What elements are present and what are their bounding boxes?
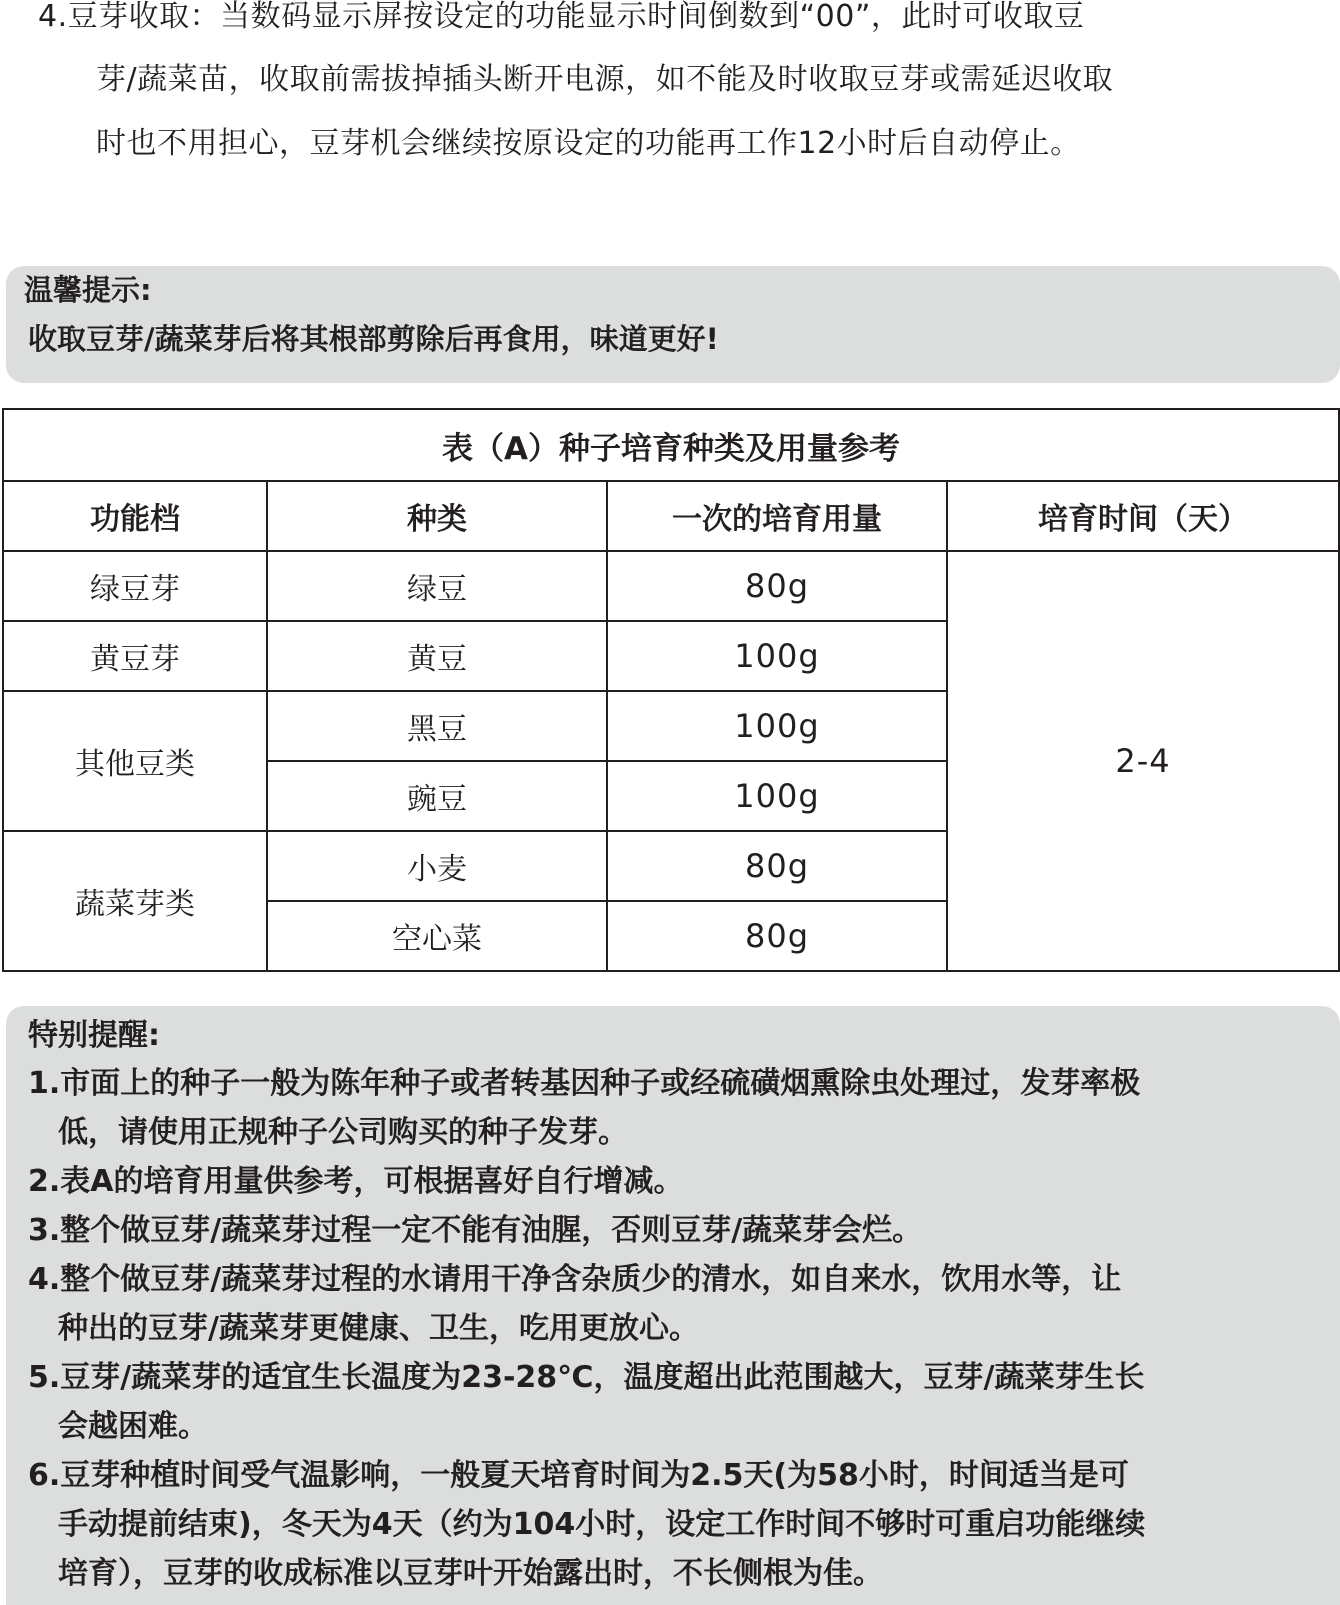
reminder-line: 会越困难。 (58, 1409, 208, 1444)
seed-table (2, 408, 1340, 972)
amount-cell: 80g (607, 901, 947, 971)
header-mode: 功能档 (3, 481, 267, 551)
warm-tip-box (6, 266, 1340, 383)
special-reminder-box (6, 1006, 1340, 1605)
reminder-line: 手动提前结束)，冬天为4天（约为104小时，设定工作时间不够时可重启功能继续 (58, 1507, 1146, 1542)
reminder-line: 培育），豆芽的收成标准以豆芽叶开始露出时，不长侧根为佳。 (58, 1556, 883, 1591)
table-caption: 表（A）种子培育种类及用量参考 (3, 409, 1339, 481)
instruction-line: 芽/蔬菜苗，收取前需拔掉插头断开电源，如不能及时收取豆芽或需延迟收取 (96, 62, 1114, 97)
days-cell: 2-4 (947, 551, 1339, 971)
kind-cell: 黑豆 (267, 691, 607, 761)
amount-cell: 100g (607, 761, 947, 831)
kind-cell: 豌豆 (267, 761, 607, 831)
reminder-line: 1.市面上的种子一般为陈年种子或者转基因种子或经硫磺烟熏除虫处理过，发芽率极 (28, 1066, 1141, 1101)
reminder-line: 2.表A的培育用量供参考，可根据喜好自行增减。 (28, 1164, 684, 1199)
header-days: 培育时间（天） (947, 481, 1339, 551)
table-header-row (3, 481, 1339, 551)
header-kind: 种类 (267, 481, 607, 551)
reminder-line: 3.整个做豆芽/蔬菜芽过程一定不能有油腥，否则豆芽/蔬菜芽会烂。 (28, 1213, 923, 1248)
mode-cell: 绿豆芽 (3, 551, 267, 621)
warm-tip-title: 温馨提示: (24, 273, 152, 307)
instruction-line: 时也不用担心，豆芽机会继续按原设定的功能再工作12小时后自动停止。 (96, 126, 1081, 161)
reminder-line: 低，请使用正规种子公司购买的种子发芽。 (58, 1115, 628, 1150)
instruction-line: 4.豆芽收取：当数码显示屏按设定的功能显示时间倒数到“00”，此时可收取豆 (38, 0, 1085, 34)
amount-cell: 100g (607, 691, 947, 761)
mode-cell: 其他豆类 (3, 691, 267, 831)
kind-cell: 小麦 (267, 831, 607, 901)
kind-cell: 空心菜 (267, 901, 607, 971)
reminder-line: 种出的豆芽/蔬菜芽更健康、卫生，吃用更放心。 (58, 1311, 699, 1346)
kind-cell: 绿豆 (267, 551, 607, 621)
header-amount: 一次的培育用量 (607, 481, 947, 551)
reminder-line: 6.豆芽种植时间受气温影响，一般夏天培育时间为2.5天(为58小时，时间适当是可 (28, 1458, 1129, 1493)
reminder-line: 4.整个做豆芽/蔬菜芽过程的水请用干净含杂质少的清水，如自来水，饮用水等，让 (28, 1262, 1122, 1297)
mode-cell: 蔬菜芽类 (3, 831, 267, 971)
amount-cell: 80g (607, 831, 947, 901)
table-row (3, 551, 1339, 621)
warm-tip-text: 收取豆芽/蔬菜芽后将其根部剪除后再食用，味道更好! (28, 322, 719, 356)
kind-cell: 黄豆 (267, 621, 607, 691)
reminder-line: 5.豆芽/蔬菜芽的适宜生长温度为23-28℃，温度超出此范围越大，豆芽/蔬菜芽生长 (28, 1360, 1145, 1395)
reminder-title: 特别提醒: (28, 1018, 160, 1053)
mode-cell: 黄豆芽 (3, 621, 267, 691)
amount-cell: 80g (607, 551, 947, 621)
amount-cell: 100g (607, 621, 947, 691)
